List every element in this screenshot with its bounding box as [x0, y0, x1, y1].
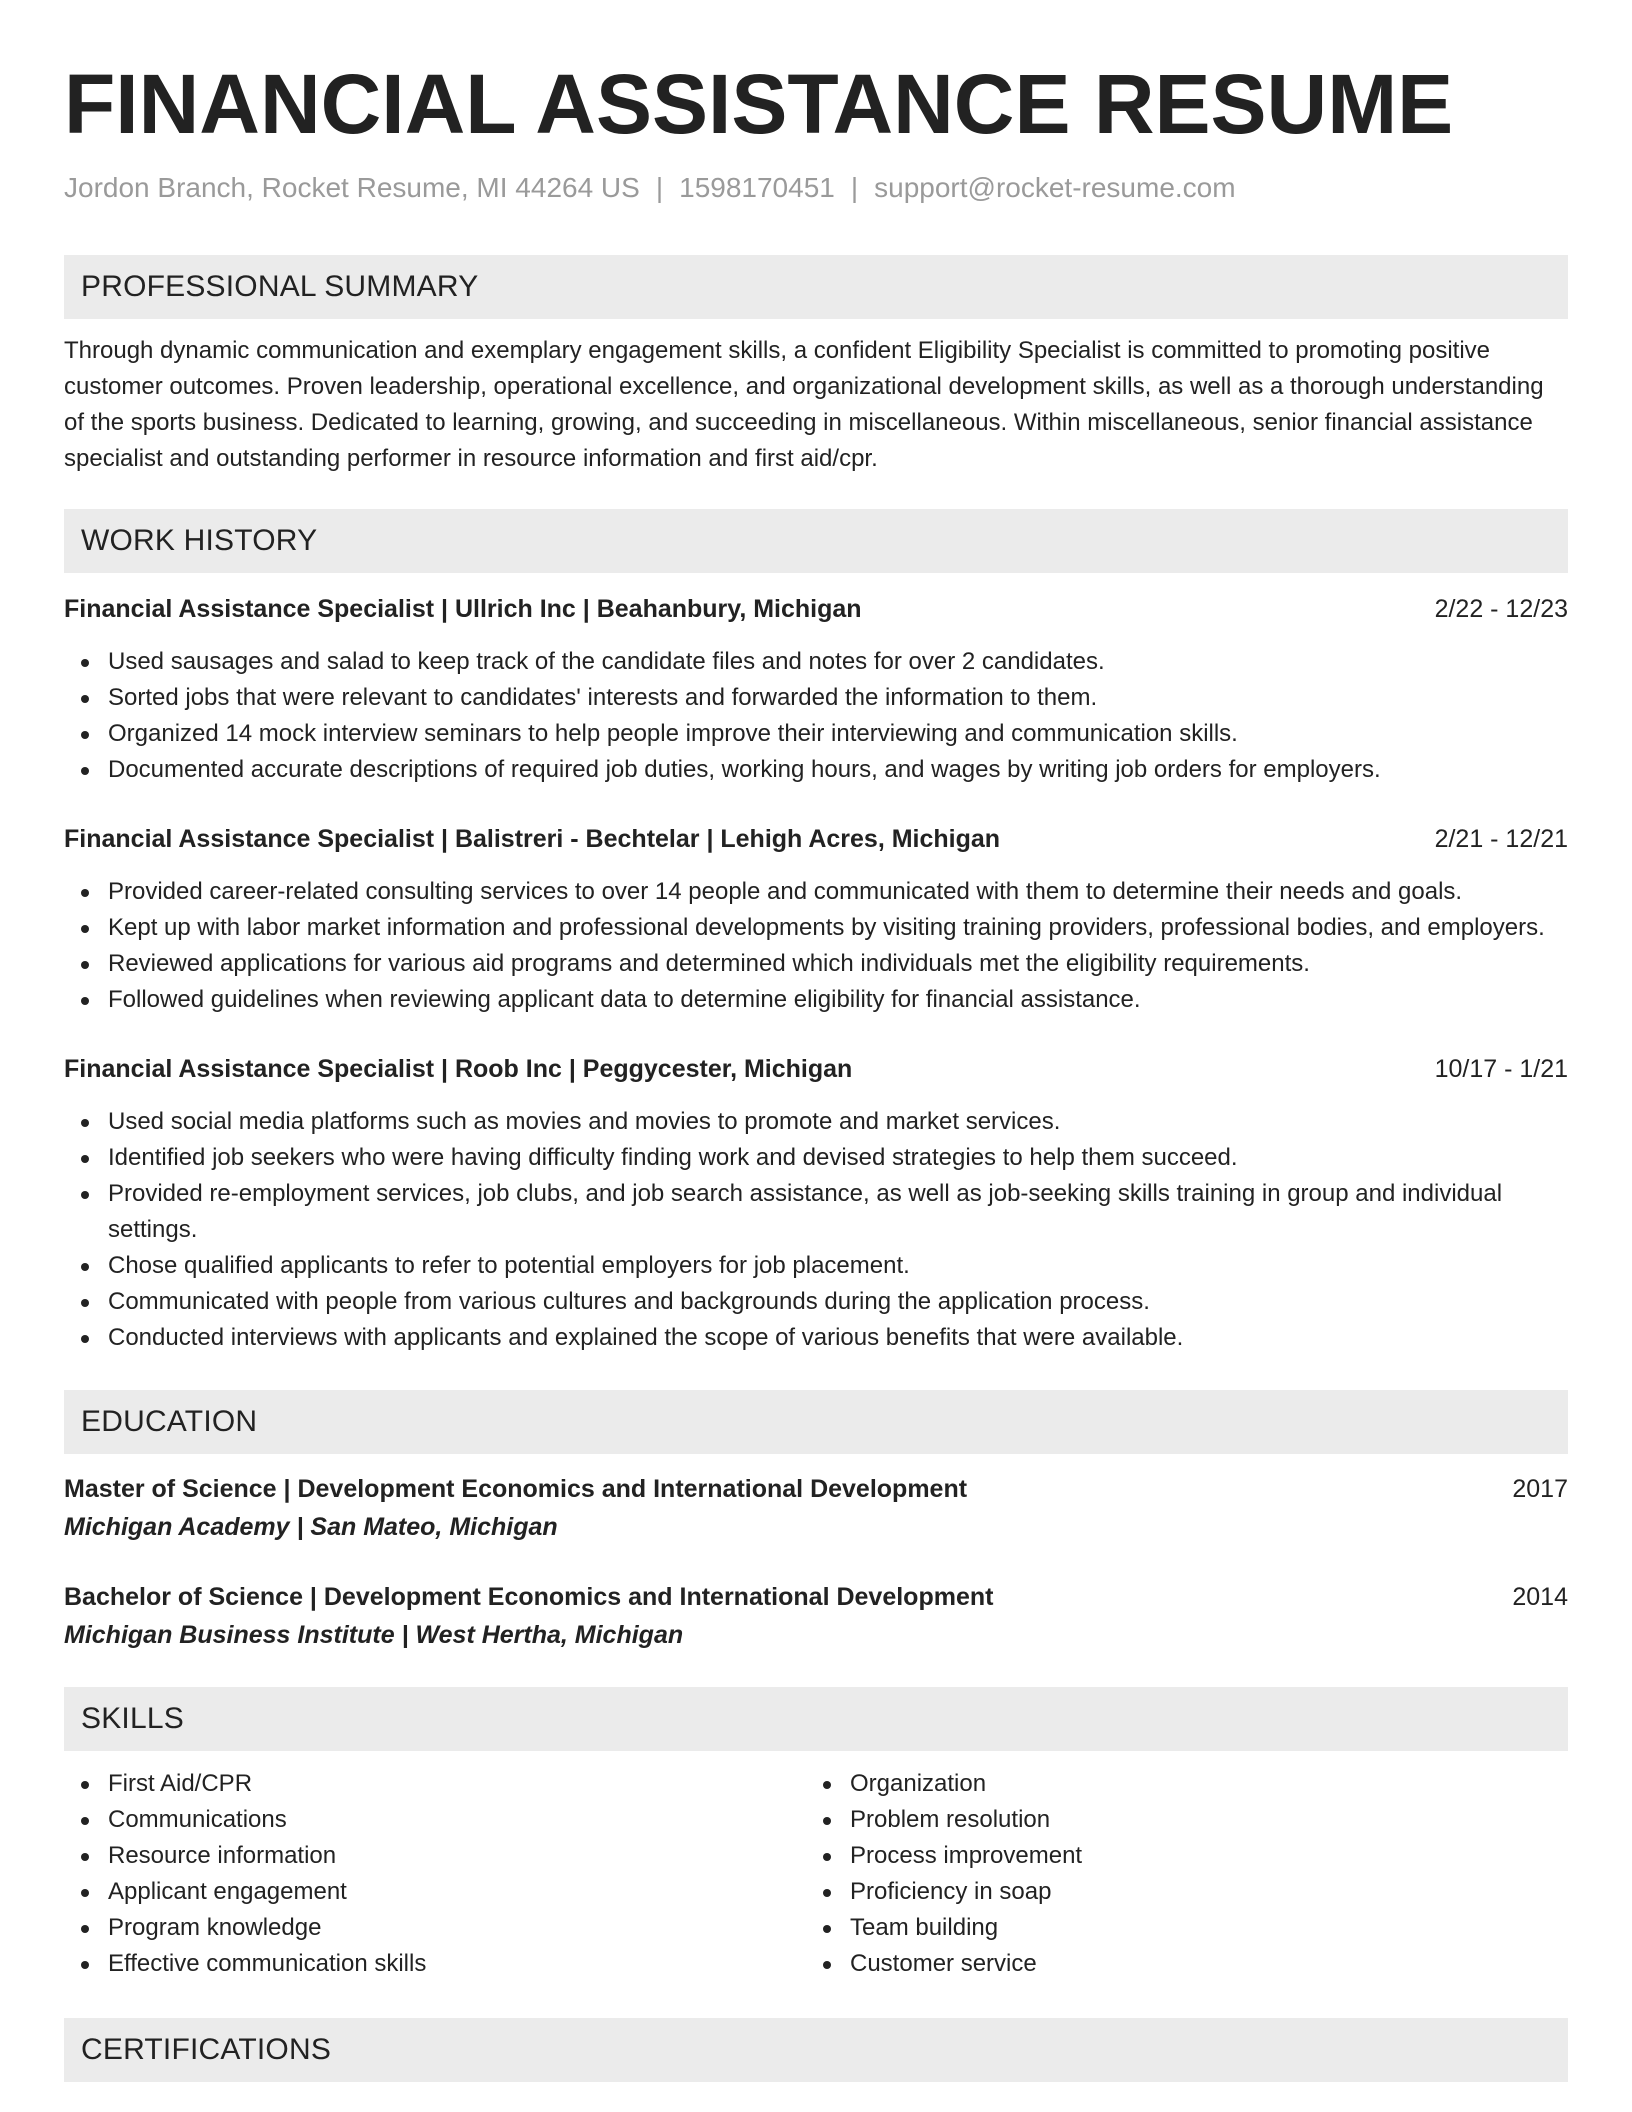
job-bullet: Used social media platforms such as movies and movies to promote and market services.	[64, 1104, 1568, 1140]
job-bullets	[64, 1104, 1568, 1356]
skill-item: Team building	[806, 1910, 1548, 1946]
job-bullet: Communicated with people from various cultures and backgrounds during the application process.	[64, 1284, 1568, 1320]
job-title: Financial Assistance Specialist | Roob Inc | Peggycester, Michigan	[64, 1055, 853, 1083]
skills-list	[64, 1766, 1568, 1982]
job-bullet: Identified job seekers who were having difficulty finding work and devised strategies to help them succeed.	[64, 1140, 1568, 1176]
skills-column-right	[806, 1766, 1548, 1982]
job-title: Financial Assistance Specialist | Ullrich Inc | Beahanbury, Michigan	[64, 595, 862, 623]
job-bullets	[64, 874, 1568, 1018]
job-dates: 2/22 - 12/23	[1434, 595, 1568, 623]
skill-item: Organization	[806, 1766, 1548, 1802]
job-entry	[64, 1051, 1568, 1356]
job-entry	[64, 591, 1568, 788]
resume-title: FINANCIAL ASSISTANCE RESUME	[64, 57, 1454, 151]
job-title: Financial Assistance Specialist | Balistreri - Bechtelar | Lehigh Acres, Michigan	[64, 825, 1001, 853]
education-header	[64, 1471, 1568, 1507]
job-bullet: Followed guidelines when reviewing applicant data to determine eligibility for financial assistance.	[64, 982, 1568, 1018]
contact-separator: |	[655, 172, 664, 203]
summary-text: Through dynamic communication and exemplary engagement skills, a confident Eligibility Specialist is committed to promoting positive customer outcomes. Proven leadership, operational excellence, and organizational development skills, as well as a thorough understanding of the sports business. Dedicated to learning, growing, and succeeding in miscellaneous. Within miscellaneous, senior financial assistance specialist and outstanding performer in resource information and first aid/cpr.	[64, 337, 1544, 472]
job-header	[64, 591, 1568, 627]
job-bullet: Used sausages and salad to keep track of the candidate files and notes for over 2 candidates.	[64, 644, 1568, 680]
skill-item: First Aid/CPR	[64, 1766, 806, 1802]
skill-item: Proficiency in soap	[806, 1874, 1548, 1910]
contact-line	[64, 170, 1568, 206]
section-heading-certifications: CERTIFICATIONS	[64, 2018, 1568, 2082]
job-bullets	[64, 644, 1568, 788]
contact-email: support@rocket-resume.com	[874, 172, 1236, 203]
skill-item: Program knowledge	[64, 1910, 806, 1946]
skill-item: Applicant engagement	[64, 1874, 806, 1910]
job-bullet: Chose qualified applicants to refer to potential employers for job placement.	[64, 1248, 1568, 1284]
education-school: Michigan Business Institute | West Hertha, Michigan	[64, 1621, 684, 1649]
education-entry	[64, 1579, 1568, 1653]
education-header	[64, 1579, 1568, 1615]
section-heading-work-history: WORK HISTORY	[64, 509, 1568, 573]
job-header	[64, 821, 1568, 857]
education-year: 2017	[1512, 1475, 1568, 1503]
skill-item: Process improvement	[806, 1838, 1548, 1874]
contact-address: Jordon Branch, Rocket Resume, MI 44264 US	[64, 172, 640, 203]
skill-item: Resource information	[64, 1838, 806, 1874]
section-heading-education: EDUCATION	[64, 1390, 1568, 1454]
education-degree: Bachelor of Science | Development Economics and International Development	[64, 1583, 994, 1611]
section-heading-summary: PROFESSIONAL SUMMARY	[64, 255, 1568, 319]
job-bullet: Sorted jobs that were relevant to candidates' interests and forwarded the information to them.	[64, 680, 1568, 716]
section-heading-skills: SKILLS	[64, 1687, 1568, 1751]
job-bullet: Reviewed applications for various aid programs and determined which individuals met the eligibility requirements.	[64, 946, 1568, 982]
skills-column-left	[64, 1766, 806, 1982]
skill-item: Customer service	[806, 1946, 1548, 1982]
job-bullet: Conducted interviews with applicants and explained the scope of various benefits that were available.	[64, 1320, 1568, 1356]
job-bullet: Provided career-related consulting services to over 14 people and communicated with them to determine their needs and goals.	[64, 874, 1568, 910]
job-header	[64, 1051, 1568, 1087]
education-school: Michigan Academy | San Mateo, Michigan	[64, 1513, 558, 1541]
job-dates: 10/17 - 1/21	[1434, 1055, 1568, 1083]
education-degree: Master of Science | Development Economics and International Development	[64, 1475, 968, 1503]
contact-separator: |	[850, 172, 859, 203]
skill-item: Problem resolution	[806, 1802, 1548, 1838]
job-entry	[64, 821, 1568, 1018]
job-dates: 2/21 - 12/21	[1434, 825, 1568, 853]
education-year: 2014	[1512, 1583, 1568, 1611]
education-entry	[64, 1471, 1568, 1545]
contact-phone: 1598170451	[679, 172, 835, 203]
skill-item: Effective communication skills	[64, 1946, 806, 1982]
skill-item: Communications	[64, 1802, 806, 1838]
job-bullet: Kept up with labor market information and professional developments by visiting training providers, professional bodies, and employers.	[64, 910, 1568, 946]
job-bullet: Documented accurate descriptions of required job duties, working hours, and wages by writing job orders for employers.	[64, 752, 1568, 788]
job-bullet: Organized 14 mock interview seminars to help people improve their interviewing and communication skills.	[64, 716, 1568, 752]
job-bullet: Provided re-employment services, job clubs, and job search assistance, as well as job-seeking skills training in group and individual settings.	[64, 1176, 1568, 1248]
